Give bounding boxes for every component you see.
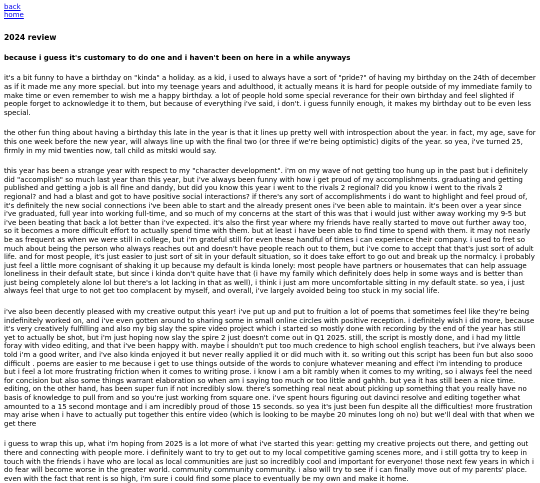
paragraph-wrap-up: i guess to wrap this up, what i'm hoping from 2025 is a lot more of what i've started this year: getting my creative projects out there, and getting out there and connecting with people more. i definitely want to try to get out to my local competitive gaming scenes more, and i still gotta try to keep in touch with the friends i have who are local as local communities are just so incredibly cool and important for everyone! those next few years in which i do fear will become worse in the greater world. community community community. i also will try to see if i can finally move out of my parents' place. even with the fact that rent is so high, i'm sure i could find some place to eventually be my own and make it home. [4, 440, 534, 483]
paragraph-introspection: the other fun thing about having a birthday this late in the year is that it lines up pretty well with introspection about the year. in fact, my age, save for this one week before the new year, will always line up with the final two (or three if we're being optimistic) digits of the year. so yea, i've turned 25, firmly in my mid twenties now, tall child as mitski would say. [4, 129, 536, 155]
paragraph-creative-output: i've also been decently pleased with my creative output this year! i've put up and put to fruition a lot of poems that sometimes feel like they're being indefinitely worked on, and i've even gotten around to sharing some in small online circles with positive reception. i definitely wish i did more, because it's very creatively fulfilling and also my big slay the spire video project which i started so mostly done with recording by the end of the year has still yet to actually be shot, but i'm just hoping now slay the spire 2 just doesn't come out in Q1 2025. still, the script is mostly done, and i had my little foray with video editing, and that i've been happy with. maybe i shouldn't put too much credence to high school english teachers, but i've always been told i'm a good writer, and i've also kinda enjoyed it but never really applied it or did much with it. so writing out this script has been fun but also sooo difficult . poems are easier to me because i get to use things outside of the words to conjure whatever meaning and effect i'm intending to produce but i feel a lot more frustrating friction when it comes to writing prose. i know i am a bit rambly when it comes to my writing, so i always feel the need for concision but also some things warrant elaboration so when am i saying too much or too little and gahhh. but yea it has still been a nice time. editing, on the other hand, has been super fun if not incredibly slow. there's something real neat about picking up something that you really have no basis of knowledge to pull from and so you're just working from square one. i've spent hours figuring out davinci resolve and editing together what amounted to a 15 second montage and i am incredibly proud of those 15 seconds. so yea it's just been fun despite all the difficulties! more frustration may arise when i have to actually put together this entire video (which is looking to be maybe 20 minutes long oh no) but we'll deal with that when we get there [4, 308, 536, 428]
post-subtitle: because i guess it's customary to do one and i haven't been on here in a while anyways [4, 53, 351, 62]
paragraph-character-development: this year has been a strange year with respect to my "character development". i'm on my wave of not getting too hung up in the past but i definitely did "accomplish" so much last year than this year, but i've always been funny with how i get proud of my accomplishments. graduating and getting published and getting a job is all fine and dandy, but did you know this year i went to the rivals 2 regional? did you know i went to the rivals 2 regional? and had a blast and got to have positive social interactions? if there's any sort of accomplishments i do want to highlight and feel proud of, it's definitely the new social connections i've been able to start and the already present ones i've been able to maintain. it's been over a year since i've graduated, full year into working full-time, and so much of my concerns at the start of this was that i would just wither away working my 9-5 but i've been beating that back a lot better than i've expected. it's also the first year where my friends have really started to move out further away too, so it becomes a more difficult effort to actually spend time with them. but at least i have been able to find time to spend with them. it may not nearly be as frequent as when we were still in college, but i'm grateful still for even these handful of times i can experience their company. i used to fret so much about being the person who always reaches out and doesn't have people reach out to them, but i've come to accept that that's just sort of adult life. and for most people, it's just easier to just sort of sit in your default situation, so it does take effort to go out and break up the normalcy. i probably just feel a little more cognisant of shaking it up because my default is kinda lonely: most people have partners or housemates that can help assuage loneliness in their default state, but since i kinda don't quite have that (i have my family which definitely does help in some ways and is better than just being completely alone lol but there's a lot lacking in that as well), i think i just am more uncomfortable sitting in my default state. so yea, i just always feel that urge to not get too complacent by myself, and overall, i've largely avoided being too stuck in my social life. [4, 167, 535, 296]
nav-links [4, 3, 536, 20]
home-link[interactable]: home [4, 11, 24, 20]
paragraph-birthday: it's a bit funny to have a birthday on "kinda" a holiday. as a kid, i used to always have a sort of "pride?" of having my birthday on the 24th of december as if it made me any more special. but into my teenage years and adulthood, it actually means it is hard for people outside of my immediate family to make time or even remember to wish me a happy birthday. a lot of people hold some special reverance for their own birthday and feel slighted if people forget to acknowledge it to them, but because of everything i've said, i don't. i guess funnily enough, it makes my birthday out to be even less special. [4, 74, 536, 117]
back-link[interactable]: back [4, 3, 21, 11]
page-title: 2024 review [4, 32, 57, 42]
